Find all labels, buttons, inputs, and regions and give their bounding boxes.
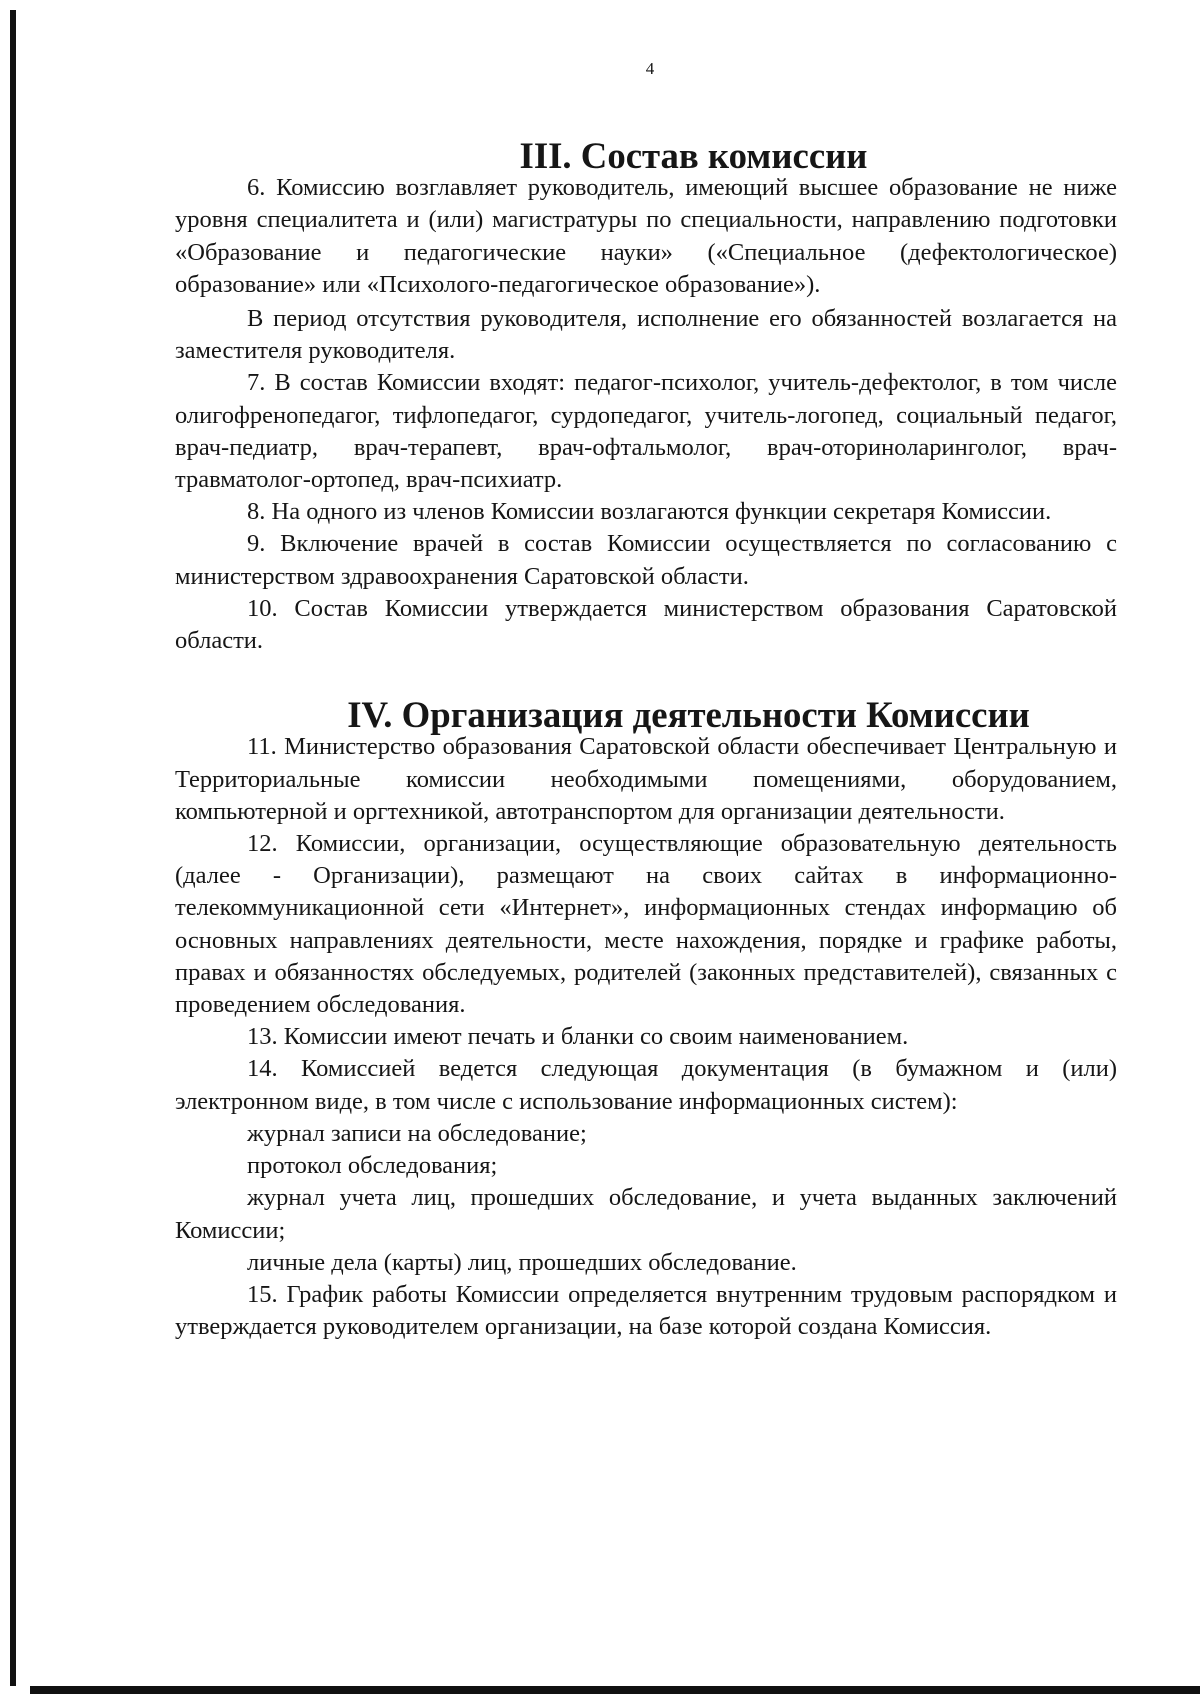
paragraph-6: 6. Комиссию возглавляет руководитель, имеющий высшее образование не ниже уровня специалитета и (или) магистратуры по специальности, направлению подготовки «Образование и педагогические науки» («Специальное (дефектологическое) образование» или «Психолого-педагогическое образование»). bbox=[175, 174, 1117, 298]
paragraph-9: 9. Включение врачей в состав Комиссии осуществляется по согласованию с министерством здравоохранения Саратовской области. bbox=[175, 530, 1117, 590]
list-item-journal-registration: журнал записи на обследование; bbox=[247, 1119, 587, 1147]
document-body bbox=[175, 135, 1117, 1343]
paragraph-8: 8. На одного из членов Комиссии возлагаются функции секретаря Комиссии. bbox=[247, 498, 1052, 526]
list-item-personal-files: личные дела (карты) лиц, прошедших обследование. bbox=[247, 1248, 797, 1276]
paragraph-15: 15. График работы Комиссии определяется внутренним трудовым распорядком и утверждается руководителем организации, на базе которой создана Комиссия. bbox=[175, 1280, 1117, 1341]
paragraph-6-deputy: В период отсутствия руководителя, исполнение его обязанностей возлагается на заместителя руководителя. bbox=[175, 305, 1117, 365]
paragraph-13: 13. Комиссии имеют печать и бланки со своим наименованием. bbox=[247, 1023, 909, 1051]
page-number: 4 bbox=[645, 59, 655, 78]
section-heading-iii: III. Состав комиссии bbox=[519, 135, 868, 176]
paragraph-11: 11. Министерство образования Саратовской области обеспечивает Центральную и Территориальные комиссии необходимыми помещениями, оборудованием, компьютерной и оргтехникой, автотранспортом для организации деятельности. bbox=[175, 733, 1117, 825]
scan-edge-bottom bbox=[30, 1686, 1200, 1694]
paragraph-12: 12. Комиссии, организации, осуществляющие образовательную деятельность (далее - Организации), размещают на своих сайтах в информационно-телекоммуникационной сети «Интернет», информационных стендах информацию об основных направлениях деятельности, месте нахождения, порядке и графике работы, правах и обязанностях обследуемых, родителей (законных представителей), связанных с проведением обследования. bbox=[175, 830, 1117, 1019]
list-item-journal-accounting: журнал учета лиц, прошедших обследование, и учета выданных заключений Комиссии; bbox=[175, 1184, 1117, 1244]
scan-edge-left bbox=[10, 10, 16, 1686]
section-heading-iv: IV. Организация деятельности Комиссии bbox=[347, 694, 1030, 736]
paragraph-10: 10. Состав Комиссии утверждается министерством образования Саратовской области. bbox=[175, 594, 1117, 655]
paragraph-14: 14. Комиссией ведется следующая документация (в бумажном и (или) электронном виде, в том числе с использование информационных систем): bbox=[175, 1055, 1117, 1115]
paragraph-7: 7. В состав Комиссии входят: педагог-психолог, учитель-дефектолог, в том числе олигофренопедагог, тифлопедагог, сурдопедагог, учитель-логопед, социальный педагог, врач-педиатр, врач-терапевт, врач-офтальмолог, врач-оториноларинголог, врач-травматолог-ортопед, врач-психиатр. bbox=[175, 369, 1117, 494]
list-item-protocol: протокол обследования; bbox=[247, 1152, 498, 1180]
